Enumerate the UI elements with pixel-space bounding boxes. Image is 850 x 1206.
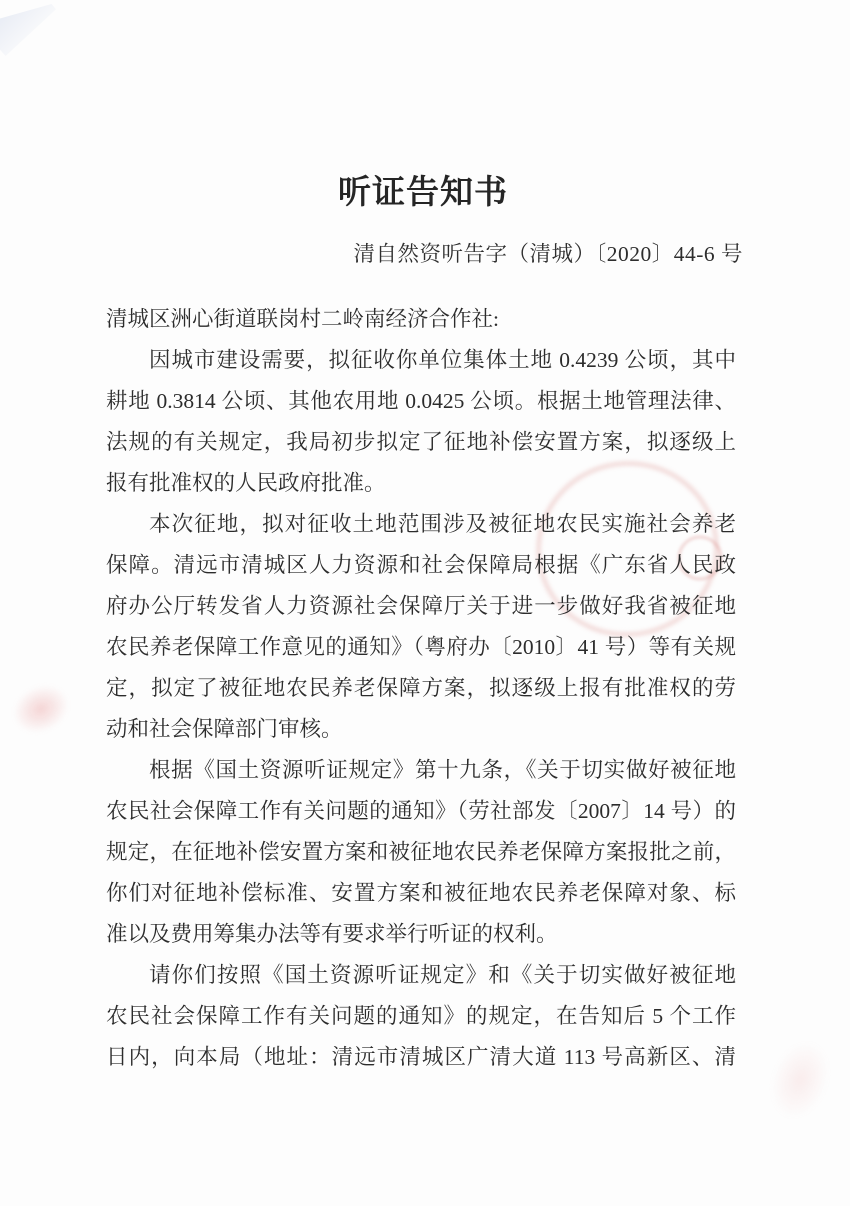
document-text-line: 准以及费用筹集办法等有要求举行听证的权利。 [106,922,558,946]
document-text-line: 农民社会保障工作有关问题的通知》的规定，在告知后 5 个工作 [106,1004,736,1028]
document-text-line: 请你们按照《国土资源听证规定》和《关于切实做好被征地 [149,963,736,987]
document-text-line: 定，拟定了被征地农民养老保障方案，拟逐级上报有批准权的劳 [106,676,736,700]
document-text-line: 法规的有关规定，我局初步拟定了征地补偿安置方案，拟逐级上 [106,430,736,454]
document-text-line: 耕地 0.3814 公顷、其他农用地 0.0425 公顷。根据土地管理法律、 [106,389,736,413]
document-text-line: 日内，向本局（地址：清远市清城区广清大道 113 号高新区、清 [106,1045,736,1069]
ink-smudge-right-artifact [760,1033,840,1127]
document-text-line: 报有批准权的人民政府批准。 [106,471,386,495]
document-title: 听证告知书 [338,175,508,211]
document-text-line: 因城市建设需要，拟征收你单位集体土地 0.4239 公顷，其中 [149,348,736,372]
document-text-line: 本次征地，拟对征收土地范围涉及被征地农民实施社会养老 [149,512,736,536]
document-text-line: 府办公厅转发省人力资源社会保障厅关于进一步做好我省被征地 [106,594,736,618]
document-body [106,299,736,1078]
document-text-line: 你们对征地补偿标准、安置方案和被征地农民养老保障对象、标 [106,881,736,905]
document-text-line: 保障。清远市清城区人力资源和社会保障局根据《广东省人民政 [106,553,736,577]
document-text-line: 农民养老保障工作意见的通知》（粤府办〔2010〕41 号）等有关规 [106,635,736,659]
document-text-line: 根据《国土资源听证规定》第十九条，《关于切实做好被征地 [149,758,736,782]
scan-corner-streak-artifact [0,4,56,56]
ink-smudge-left-artifact [5,676,77,742]
document-text-line: 动和社会保障部门审核。 [106,717,343,741]
document-text-line: 规定，在征地补偿安置方案和被征地农民养老保障方案报批之前， [106,840,736,864]
document-text-line: 清城区洲心街道联岗村二岭南经济合作社: [106,307,499,331]
document-reference-number: 清自然资听告字（清城）〔2020〕44-6 号 [353,242,743,266]
document-text-line: 农民社会保障工作有关问题的通知》（劳社部发〔2007〕14 号）的 [106,799,736,823]
